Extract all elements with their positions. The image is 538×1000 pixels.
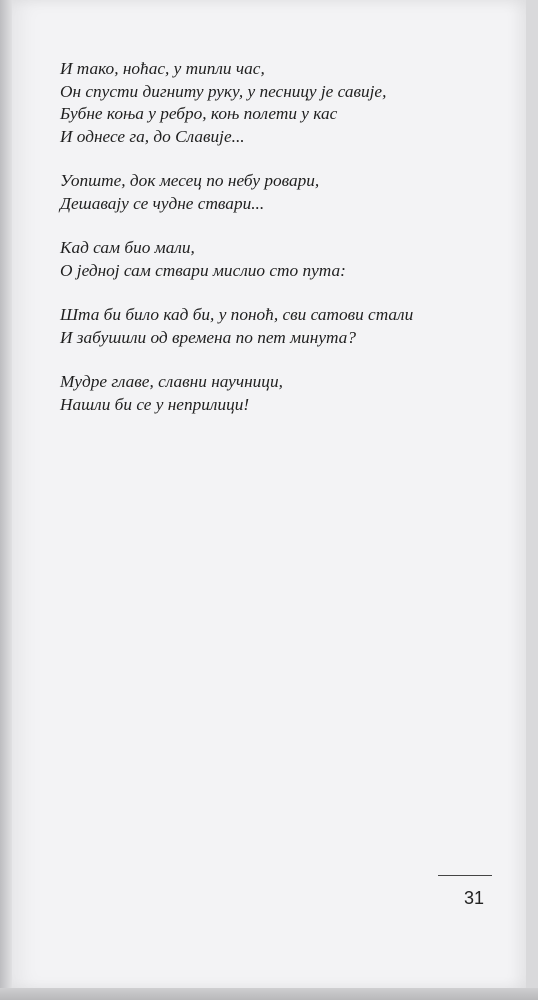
poem-line: Кад сам био мали,	[60, 238, 195, 257]
stanza-2	[60, 170, 490, 215]
page-number-rule	[438, 875, 492, 876]
poem-line: Бубне коња у ребро, коњ полети у кас	[60, 104, 338, 123]
poem-line: И забушили од времена по пет минута?	[60, 327, 356, 347]
poem-line: И тако, ноћас, у типли час,	[60, 59, 265, 78]
poem-text	[60, 58, 490, 438]
stanza-4	[60, 304, 490, 349]
page-number: 31	[464, 888, 485, 908]
poem-line: Шта би било кад би, у поноћ, сви сатови стали	[60, 305, 414, 324]
poem-line: Дешавају се чудне ствари...	[60, 193, 265, 213]
poem-line: Мудре главе, славни научници,	[60, 372, 283, 391]
poem-line: И однесе га, до Славије...	[60, 126, 245, 146]
stanza-3	[60, 237, 490, 282]
poem-line: Он спусти дигниту руку, у песницу је савије,	[60, 81, 387, 101]
poem-line: О једној сам ствари мислио сто пута:	[60, 260, 346, 280]
poem-line: Нашли би се у неприлици!	[60, 394, 250, 414]
poem-line: Уопште, док месец по небу ровари,	[60, 171, 320, 190]
stanza-5	[60, 371, 490, 416]
stanza-1	[60, 58, 490, 148]
page-bottom-edge	[0, 988, 538, 1000]
